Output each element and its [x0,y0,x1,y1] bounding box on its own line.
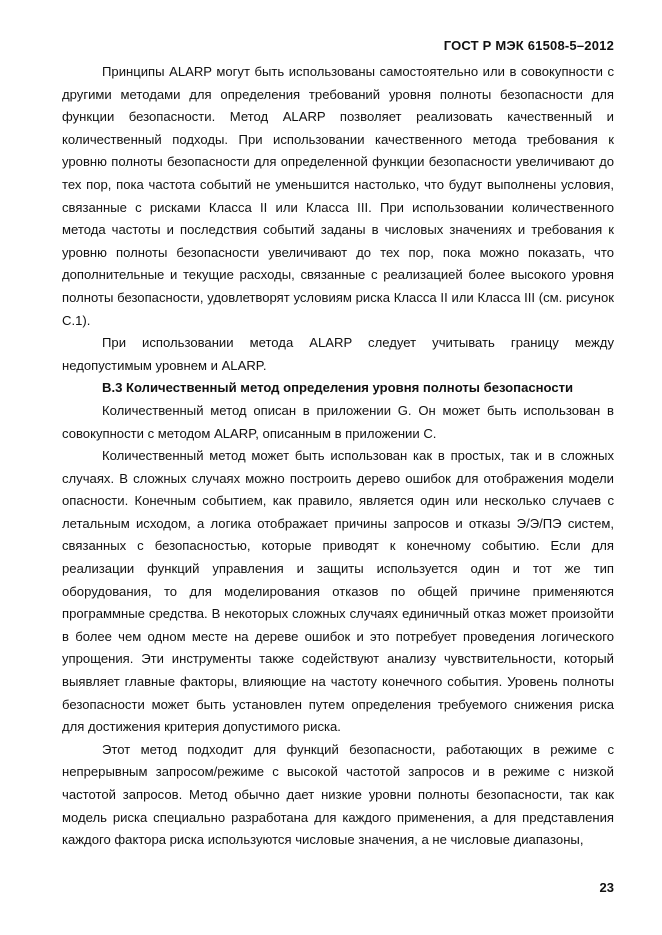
paragraph-method-suitability: Этот метод подходит для функций безопасности, работающих в режиме с непрерывным запросом/режиме с высокой частотой запросов и в режиме с низкой частотой запросов. Метод обычно дает низкие уровни полноты безопасности, так как модель риска специально разработана для каждого применения, а для представления каждого фактора риска используются числовые значения, а не числовые диапазоны, [62,741,614,848]
paragraph-alarp-principles: Принципы ALARP могут быть использованы самостоятельно или в совокупности с другими методами для определения требований уровня полноты безопасности для функции безопасности. Метод ALARP позволяет реализовать качественный и количественный подходы. При использовании качественного метода требования к уровню полноты безопасности для определенной функции безопасности увеличивают до тех пор, пока частота событий не уменьшится настолько, что будут выполнены условия, связанные с рисками Класса II или Класса III. При использовании количественного метода частоты и последствия событий заданы в числовых значениях и требования к уровню полноты безопасности увеличивают до тех пор, пока можно показать, что дополнительные и текущие расходы, связанные с реализацией более высокого уровня полноты безопасности, удовлетворят условиям риска Класса II или Класса III (см. рисунок C.1). [62,64,614,328]
paragraph-quantitative-method-intro: Количественный метод описан в приложении G. Он может быть использован в совокупности с методом ALARP, описанным в приложении C. [62,402,614,441]
paragraph-alarp-boundary: При использовании метода ALARP следует учитывать границу между недопустимым уровнем и ALARP. [62,335,614,373]
page-body [62,61,614,852]
section-heading-b3: B.3 Количественный метод определения уровня полноты безопасности [102,380,574,396]
page-number: 23 [599,880,614,895]
standard-header: ГОСТ Р МЭК 61508-5–2012 [443,38,614,53]
paragraph-quantitative-method-cases: Количественный метод может быть использован как в простых, так и в сложных случаях. В сложных случаях можно построить дерево ошибок для отображения модели опасности. Конечным событием, как правило, является один или несколько случаев с летальным исходом, а логика отображает причины запросов и отказы Э/Э/ПЭ систем, связанных с безопасностью, которые приводят к конечному событию. Если для реализации функций управления и защиты используется один и тот же тип оборудования, то для моделирования отказов по общей причине применяются программные средства. В некоторых сложных случаях единичный отказ может произойти в более чем одном месте на дереве ошибок и это потребует проведения логического упрощения. Эти инструменты также содействуют анализу чувствительности, который выявляет главные факторы, влияющие на частоту конечного события. Уровень полноты безопасности может быть установлен путем определения требуемого снижения риска для достижения критерия допустимого риска. [62,448,614,735]
